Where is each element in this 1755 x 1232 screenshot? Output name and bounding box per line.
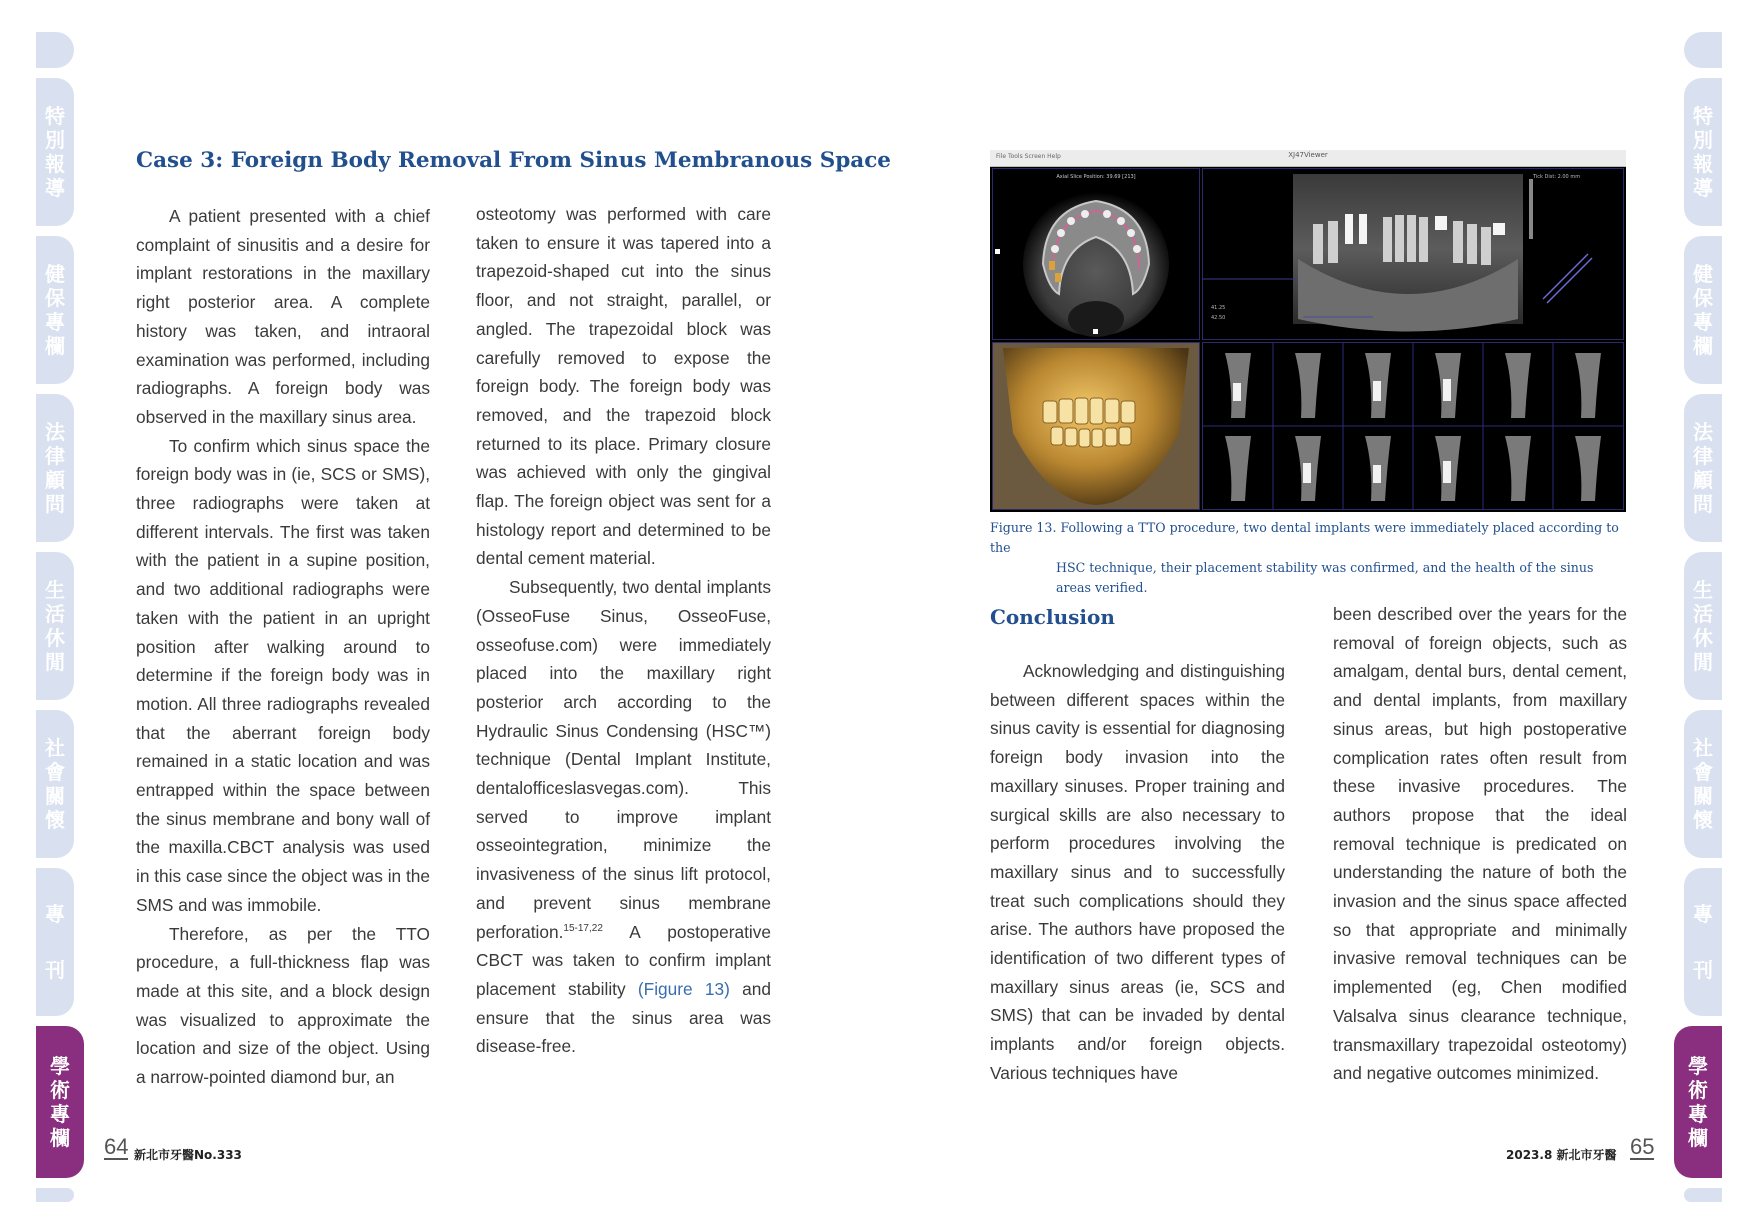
- left-column-1: [136, 202, 430, 1092]
- axial-view-panel: [992, 168, 1200, 340]
- case-title: Case 3: Foreign Body Removal From Sinus Membranous Space: [136, 148, 891, 173]
- footer-right: 2023.8 新北市牙醫: [1506, 1148, 1617, 1162]
- right-column-2: [1333, 600, 1627, 1088]
- section-tab-social[interactable]: [1684, 710, 1722, 858]
- section-tab-health-insurance[interactable]: [36, 236, 74, 384]
- paragraph: been described over the years for the removal of foreign objects, such as amalgam, dental burs, dental cement, and dental implants, from maxillary sinus areas, but high postoperative complication rates often result from these invasive procedures. The authors propose that the ideal removal technique is predicated on understanding the nature of both the invasion and the sinus space affected so that appropriate and minimally invasive removal techniques can be implemented (eg, Chen modified Valsalva sinus clearance technique, transmaxillary trapezoidal osteotomy) and negative outcomes minimized.: [1333, 604, 1627, 1084]
- section-tab-legal[interactable]: [36, 394, 74, 542]
- section-tab[interactable]: [36, 32, 74, 68]
- tab-label: 健保專欄: [45, 262, 65, 358]
- page-number-left: 64: [104, 1134, 129, 1159]
- paragraph: Acknowledging and distinguishing between different spaces within the sinus cavity is essential for diagnosing foreign body invasion into the maxillary sinuses. Proper training and surgical skills are also necessary to perform procedures involving the maxillary sinus and to successfully treat such complications should they arise. The authors have proposed the identification of two different types of maxillary sinus areas (ie, SCS and SMS) that can be invaded by dental implants and/or foreign objects. Various techniques have: [990, 661, 1285, 1083]
- section-tab-special-issue[interactable]: [36, 868, 74, 1016]
- section-tab-lifestyle[interactable]: [1684, 552, 1722, 700]
- caption-lead: Figure 13. Following a TTO procedure, two dental implants were immediately placed according to the: [990, 520, 1619, 555]
- figure-reference-link[interactable]: (Figure 13): [637, 978, 730, 999]
- paragraph: osteotomy was performed with care taken to ensure it was tapered into a trapezoid-shaped cut into the sinus floor, and not straight, parallel, or angled. The trapezoidal block was carefully removed to expose the foreign body. The foreign body was removed, and the trapezoid block returned to its place. Primary closure was achieved with only the gingival flap. The foreign object was sent for a histology report and determined to be dental cement material.: [476, 204, 771, 569]
- section-tab-lifestyle[interactable]: [36, 552, 74, 700]
- axial-scan-image: [993, 169, 1199, 339]
- svg-text:42.50: 42.50: [1211, 315, 1226, 321]
- page-number-right: 65: [1630, 1134, 1655, 1159]
- section-tab-special-report[interactable]: [36, 78, 74, 226]
- paragraph: A patient presented with a chief complaint of sinusitis and a desire for implant restorations in the maxillary right posterior area. A complete history was taken, and intraoral examination was performed, including radiographs. A foreign body was observed in the maxillary sinus area.: [136, 206, 430, 427]
- tab-label: 專刊: [45, 902, 65, 982]
- tab-label: 專刊: [1693, 902, 1713, 982]
- right-column-1: [990, 657, 1285, 1088]
- section-tab-academic[interactable]: [1674, 1026, 1722, 1178]
- tab-label: 學術專欄: [1688, 1054, 1708, 1150]
- cbct-figure: [990, 150, 1626, 512]
- tab-label: 社會關懷: [1693, 736, 1713, 832]
- tab-label: 生活休閒: [1693, 578, 1713, 674]
- panoramic-scan-image: [1203, 169, 1623, 339]
- conclusion-heading: Conclusion: [990, 605, 1115, 629]
- svg-text:41.25: 41.25: [1211, 305, 1226, 311]
- figure-caption: [990, 518, 1620, 598]
- section-tab-academic[interactable]: [36, 1026, 84, 1178]
- tab-label: 法律顧問: [45, 420, 65, 516]
- text-run: and ensure that the sinus area was disease-free.: [476, 978, 771, 1057]
- left-column-2: [476, 200, 771, 1061]
- tab-label: 健保專欄: [1693, 262, 1713, 358]
- citation: 15-17,22: [563, 922, 603, 934]
- svg-text:Tick Dist: 2.00 mm: Tick Dist: 2.00 mm: [1533, 174, 1581, 180]
- panoramic-view-panel: [1202, 168, 1624, 340]
- section-tab[interactable]: [1684, 32, 1722, 68]
- text-run: A postoperative CBCT was taken to confirm implant placement stability: [476, 921, 771, 999]
- section-tab[interactable]: [36, 1188, 74, 1202]
- viewer-titlebar: [990, 150, 1626, 167]
- tab-label: 社會關懷: [45, 736, 65, 832]
- section-tab-legal[interactable]: [1684, 394, 1722, 542]
- paragraph: Therefore, as per the TTO procedure, a full-thickness flap was made at this site, and a block design was visualized to approximate the location and size of the object. Using a narrow-pointed diamond bur, an: [136, 923, 430, 1088]
- 3d-render-panel: [992, 342, 1200, 510]
- section-tab-social[interactable]: [36, 710, 74, 858]
- cross-section-slices-panel: [1202, 342, 1624, 510]
- section-tab-health-insurance[interactable]: [1684, 236, 1722, 384]
- tab-label: 學術專欄: [50, 1054, 70, 1150]
- 3d-skull-render: [993, 343, 1199, 509]
- section-tab-special-issue[interactable]: [1684, 868, 1722, 1016]
- paragraph: To confirm which sinus space the foreign body was in (ie, SCS or SMS), three radiographs were taken at different intervals. The first was taken with the patient in a supine position, and two additional radiographs were taken with the patient in an upright position after walking around to determine if the foreign body was in motion. All three radiographs revealed that the aberrant foreign body remained in a static location and was entrapped within the space between the sinus membrane and bony wall of the maxilla.CBCT analysis was used in this case since the object was in the SMS and was immobile.: [136, 435, 430, 915]
- tab-label: 特別報導: [45, 104, 65, 200]
- caption-rest: HSC technique, their placement stability was confirmed, and the health of the sinus areas verified.: [1056, 560, 1594, 595]
- viewer-title: XJ47Viewer: [1288, 151, 1328, 159]
- footer-left: 新北市牙醫No.333: [134, 1148, 242, 1162]
- section-tab[interactable]: [1684, 1188, 1722, 1202]
- right-section-tabs: [1684, 32, 1722, 1202]
- viewer-menu: File Tools Screen Help: [996, 153, 1061, 160]
- text-run: Subsequently, two dental implants (OsseoFuse Sinus, OsseoFuse, osseofuse.com) were immediately placed into the maxillary right posterior arch according to the Hydraulic Sinus Condensing (HSC™) technique (Dental Implant Institute, dentalofficeslasvegas.com). This served to improve implant osseointegration, minimize the invasiveness of the sinus lift protocol, and prevent sinus membrane perforation.: [476, 577, 771, 942]
- left-section-tabs: [36, 32, 74, 1202]
- tab-label: 法律顧問: [1693, 420, 1713, 516]
- svg-text:Axial Slice Position: 39.69 [2: Axial Slice Position: 39.69 [213]: [1056, 174, 1136, 180]
- cross-section-slices: [1203, 343, 1623, 509]
- paragraph: [476, 573, 771, 1061]
- tab-label: 生活休閒: [45, 578, 65, 674]
- section-tab-special-report[interactable]: [1684, 78, 1722, 226]
- tab-label: 特別報導: [1693, 104, 1713, 200]
